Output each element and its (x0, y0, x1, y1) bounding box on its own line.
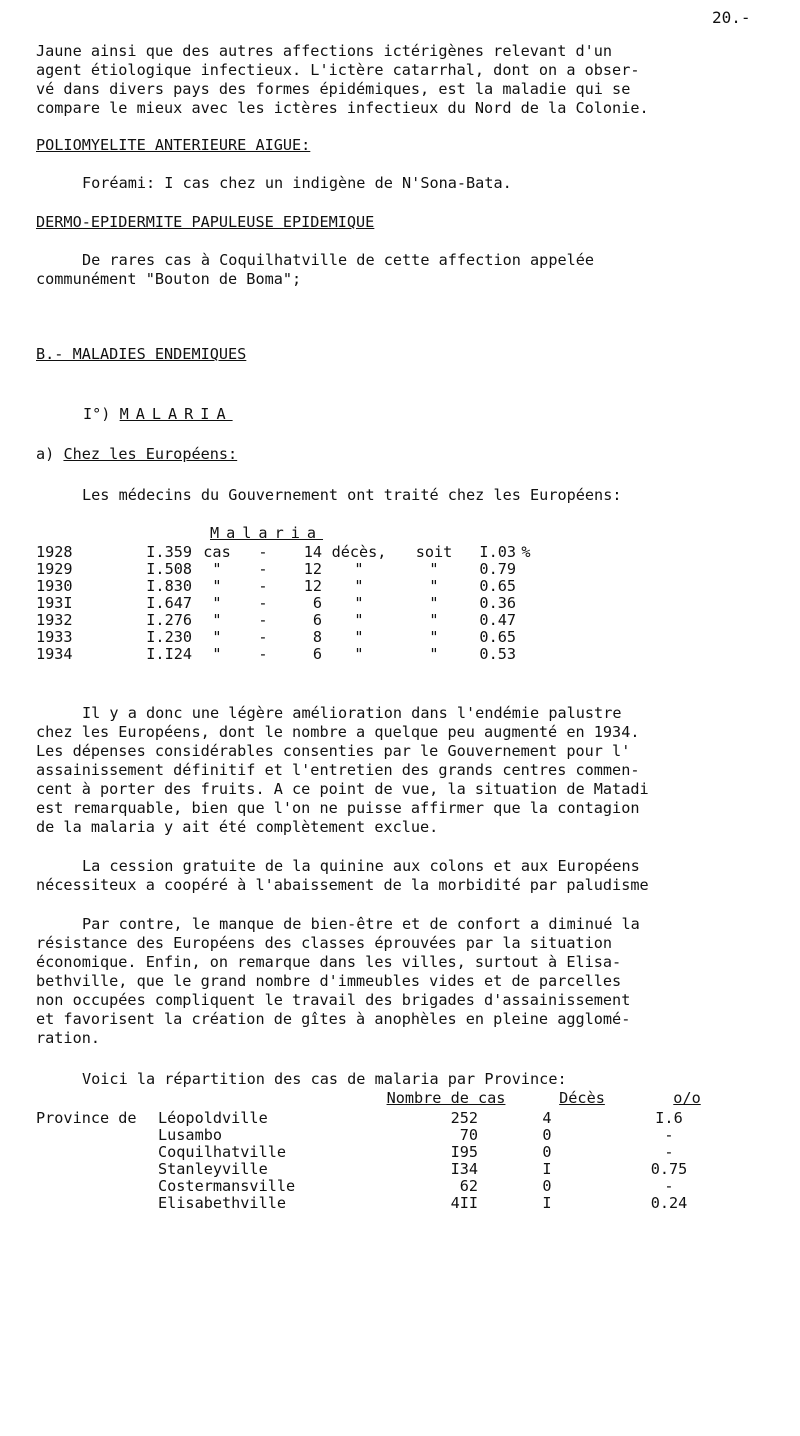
table-row (36, 1144, 722, 1161)
pct-cell: - (664, 1177, 674, 1195)
table-row (36, 646, 536, 663)
para1-line-4: assainissement définitif et l'entretien des grands centres commen- (36, 761, 640, 779)
soit-cell: " (429, 645, 439, 663)
malaria-title: MALARIA (119, 405, 233, 423)
unit-cell: " (212, 560, 222, 578)
para1-line-3: Les dépenses considérables consenties par le Gouvernement pour l' (36, 742, 631, 760)
table-row (36, 1110, 722, 1127)
cases-cell: 4II (450, 1194, 478, 1212)
deaths-cell: I (542, 1194, 552, 1212)
table-row (36, 561, 536, 578)
table-row (36, 1178, 722, 1195)
cases-cell: 252 (450, 1109, 478, 1127)
pct-cell: I.6 (655, 1109, 683, 1127)
province-name-cell: Léopoldville (158, 1109, 268, 1127)
soit-cell: " (429, 577, 439, 595)
europeans-intro: Les médecins du Gouvernement ont traité chez les Européens: (82, 486, 622, 504)
cases-cell: I.230 (146, 628, 192, 646)
pct-cell: 0.24 (650, 1194, 688, 1212)
para1-line-5: cent à porter des fruits. A ce point de vue, la situation de Matadi (36, 780, 649, 798)
deaths-label-cell: " (354, 611, 364, 629)
table-row (36, 1195, 722, 1212)
deaths-cell: 6 (312, 594, 322, 612)
year-cell: 1934 (36, 645, 73, 663)
row-prefix-cell (36, 1127, 158, 1144)
row-prefix-cell (36, 1195, 158, 1212)
pct-cell: 0.47 (479, 611, 516, 629)
unit-cell: " (212, 628, 222, 646)
col-header-pct: o/o (673, 1089, 701, 1107)
col-header-deaths: Décès (559, 1089, 605, 1107)
deaths-label-cell: " (354, 594, 364, 612)
pct-sign-cell (516, 595, 536, 612)
pct-sign-cell (516, 612, 536, 629)
dash-cell: - (258, 611, 268, 629)
unit-cell: " (212, 594, 222, 612)
table-row (36, 1127, 722, 1144)
para3-line-5: non occupées compliquent le travail des brigades d'assainissement (36, 991, 631, 1009)
polio-heading: POLIOMYELITE ANTERIEURE AIGUE: (36, 136, 311, 154)
page-number: 20.- (712, 8, 751, 27)
para1-line-6: est remarquable, bien que l'on ne puisse affirmer que la contagion (36, 799, 640, 817)
malaria-number: I°) (83, 405, 111, 423)
cases-cell: I95 (450, 1143, 478, 1161)
para1-line-7: de la malaria y ait été complètement exclue. (36, 818, 439, 836)
soit-cell: soit (415, 543, 453, 561)
soit-cell: " (429, 594, 439, 612)
soit-cell: " (429, 628, 439, 646)
para3-line-3: économique. Enfin, on remarque dans les villes, surtout à Elisa- (36, 953, 622, 971)
para3-line-7: ration. (36, 1029, 101, 1047)
deaths-cell: 4 (542, 1109, 552, 1127)
pct-cell: 0.36 (479, 594, 516, 612)
dash-cell: - (258, 645, 268, 663)
year-cell: 1932 (36, 611, 73, 629)
deaths-cell: 12 (303, 577, 322, 595)
row-prefix-cell (36, 1178, 158, 1195)
cases-cell: I.359 (146, 543, 192, 561)
cases-cell: I.647 (146, 594, 192, 612)
province-name-cell: Lusambo (158, 1126, 223, 1144)
deaths-cell: 0 (542, 1126, 552, 1144)
intro-line-4: compare le mieux avec les ictères infectieux du Nord de la Colonie. (36, 99, 649, 117)
deaths-cell: 6 (312, 611, 322, 629)
pct-sign-cell (516, 629, 536, 646)
province-name-cell: Coquilhatville (158, 1143, 287, 1161)
deaths-cell: I (542, 1160, 552, 1178)
dash-cell: - (258, 628, 268, 646)
table-row (36, 1161, 722, 1178)
province-table (36, 1110, 722, 1212)
pct-sign-cell (516, 646, 536, 663)
para2-line-1: La cession gratuite de la quinine aux colons et aux Européens (82, 857, 640, 875)
dermo-line-2: communément "Bouton de Boma"; (36, 270, 302, 288)
cases-cell: I.I24 (146, 645, 192, 663)
europeans-heading (36, 445, 776, 464)
dash-cell: - (258, 594, 268, 612)
deaths-cell: 12 (303, 560, 322, 578)
deaths-label-cell: " (354, 560, 364, 578)
col-header-cases: Nombre de cas (386, 1089, 506, 1107)
para3-line-4: bethville, que le grand nombre d'immeubles vides et de parcelles (36, 972, 622, 990)
pct-cell: I.03 (479, 543, 516, 561)
row-prefix-cell: Province de (36, 1109, 137, 1127)
unit-cell: cas (203, 543, 231, 561)
table-row (36, 595, 536, 612)
province-name-cell: Stanleyville (158, 1160, 268, 1178)
pct-cell: 0.65 (479, 628, 516, 646)
malaria-table-header: Malaria (210, 524, 324, 542)
pct-sign-cell (516, 561, 536, 578)
province-intro: Voici la répartition des cas de malaria par Province: (82, 1070, 567, 1088)
unit-cell: " (212, 577, 222, 595)
deaths-label-cell: " (354, 628, 364, 646)
pct-cell: 0.79 (479, 560, 516, 578)
intro-line-1: Jaune ainsi que des autres affections ictérigènes relevant d'un (36, 42, 613, 60)
province-name-cell: Elisabethville (158, 1194, 287, 1212)
table-row (36, 578, 536, 595)
europeans-title: Chez les Européens: (63, 445, 238, 463)
para1-line-2: chez les Européens, dont le nombre a quelque peu augmenté en 1934. (36, 723, 640, 741)
row-prefix-cell (36, 1144, 158, 1161)
province-name-cell: Costermansville (158, 1177, 296, 1195)
table-row (36, 629, 536, 646)
intro-line-2: agent étiologique infectieux. L'ictère catarrhal, dont on a obser- (36, 61, 640, 79)
deaths-cell: 0 (542, 1143, 552, 1161)
malaria-table (36, 544, 536, 663)
deaths-label-cell: " (354, 577, 364, 595)
unit-cell: " (212, 645, 222, 663)
dermo-line-1: De rares cas à Coquilhatville de cette affection appelée (82, 251, 595, 269)
section-b-heading: B.- MALADIES ENDEMIQUES (36, 345, 247, 363)
pct-cell: - (664, 1143, 674, 1161)
europeans-prefix: a) (36, 445, 55, 463)
cases-cell: I34 (450, 1160, 478, 1178)
para3-line-2: résistance des Européens des classes éprouvées par la situation (36, 934, 613, 952)
cases-cell: 62 (459, 1177, 478, 1195)
dash-cell: - (258, 577, 268, 595)
malaria-heading (83, 405, 800, 424)
pct-cell: 0.53 (479, 645, 516, 663)
deaths-label-cell: décès, (331, 543, 387, 561)
deaths-label-cell: " (354, 645, 364, 663)
para1-line-1: Il y a donc une légère amélioration dans l'endémie palustre (82, 704, 622, 722)
pct-cell: 0.75 (650, 1160, 688, 1178)
year-cell: 1930 (36, 577, 73, 595)
dash-cell: - (258, 543, 268, 561)
deaths-cell: 14 (303, 543, 322, 561)
cases-cell: 70 (459, 1126, 478, 1144)
cases-cell: I.830 (146, 577, 192, 595)
row-prefix-cell (36, 1161, 158, 1178)
deaths-cell: 6 (312, 645, 322, 663)
deaths-cell: 8 (312, 628, 322, 646)
deaths-cell: 0 (542, 1177, 552, 1195)
para3-line-1: Par contre, le manque de bien-être et de confort a diminué la (82, 915, 640, 933)
intro-line-3: vé dans divers pays des formes épidémiques, est la maladie qui se (36, 80, 631, 98)
unit-cell: " (212, 611, 222, 629)
year-cell: 1929 (36, 560, 73, 578)
year-cell: 1933 (36, 628, 73, 646)
year-cell: 193I (36, 594, 73, 612)
soit-cell: " (429, 560, 439, 578)
dermo-heading: DERMO-EPIDERMITE PAPULEUSE EPIDEMIQUE (36, 213, 375, 231)
cases-cell: I.508 (146, 560, 192, 578)
pct-cell: - (664, 1126, 674, 1144)
soit-cell: " (429, 611, 439, 629)
pct-sign-cell (516, 578, 536, 595)
table-row (36, 612, 536, 629)
table-row (36, 544, 536, 561)
dash-cell: - (258, 560, 268, 578)
pct-sign-cell: % (521, 543, 531, 561)
pct-cell: 0.65 (479, 577, 516, 595)
cases-cell: I.276 (146, 611, 192, 629)
para2-line-2: nécessiteux a coopéré à l'abaissement de la morbidité par paludisme (36, 876, 649, 894)
year-cell: 1928 (36, 543, 73, 561)
polio-text: Foréami: I cas chez un indigène de N'Sona-Bata. (82, 174, 512, 192)
para3-line-6: et favorisent la création de gîtes à anophèles en pleine agglomé- (36, 1010, 631, 1028)
